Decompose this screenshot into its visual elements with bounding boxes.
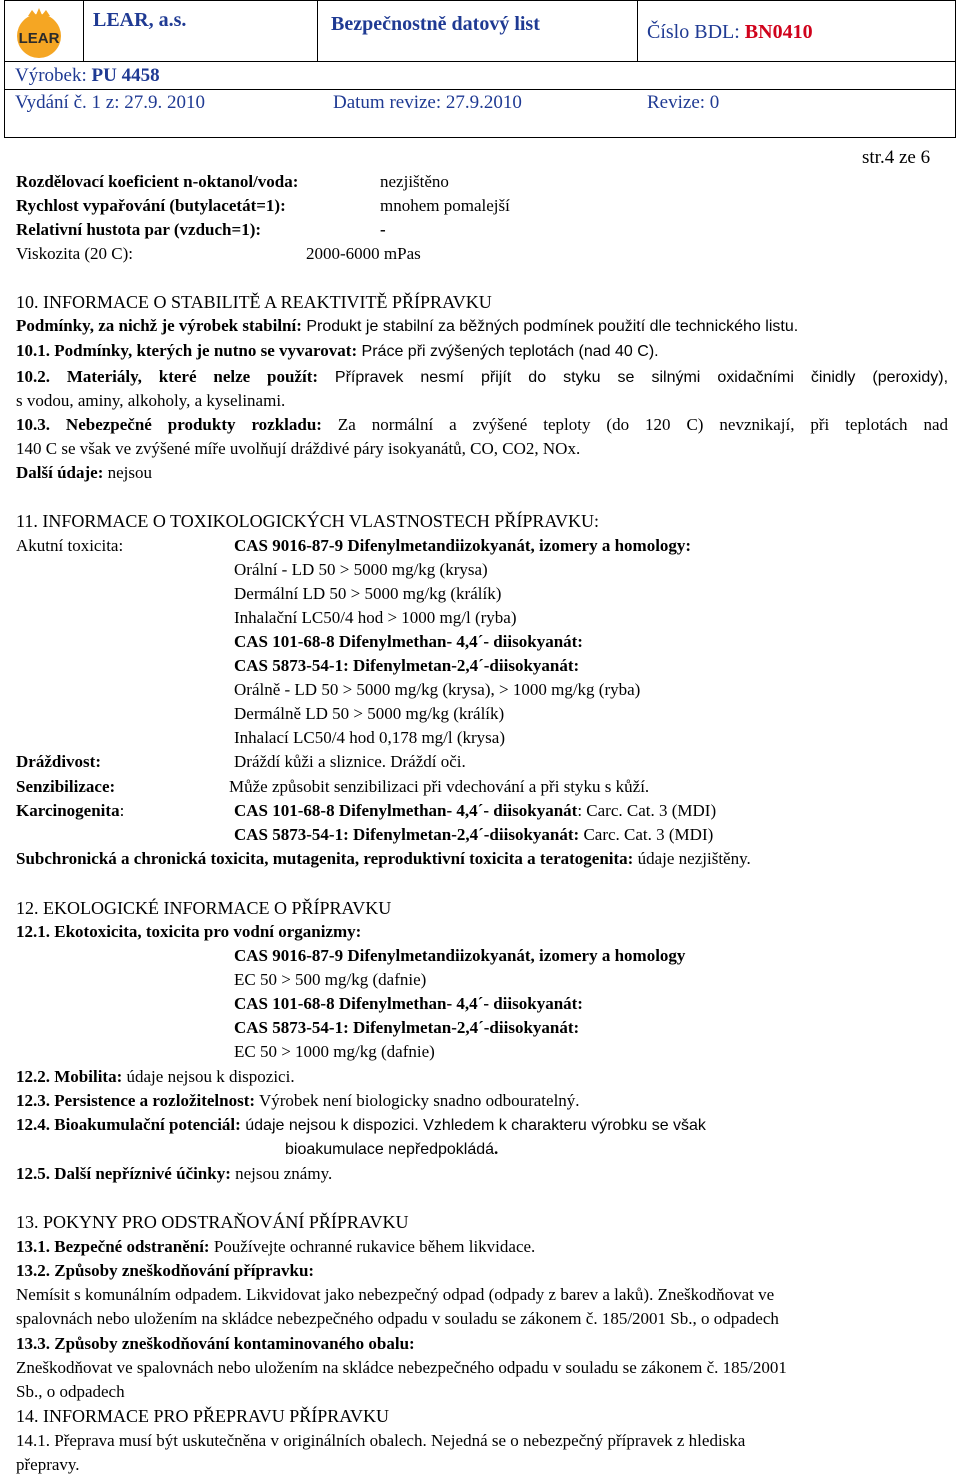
prop-value: nezjištěno [380, 172, 449, 191]
disposal-methods-text: Nemísit s komunálním odpadem. Likvidovat jako nebezpečný odpad (odpady z barev a laků). Zneškodňovat ve [16, 1285, 775, 1304]
safe-disposal-label: 13.1. Bezpečné odstranění: [16, 1237, 210, 1256]
carcinogenicity-label-text: Karcinogenita [16, 801, 120, 820]
document-title: Bezpečnostně datový list [331, 13, 540, 35]
s10-hazards [16, 414, 948, 436]
s10-hazards-label: 10.3. Nebezpečné produkty rozkladu: [16, 415, 322, 434]
bioaccumulation-label: 12.4. Bioakumulační potenciál: [16, 1115, 241, 1134]
issue-date: Vydání č. 1 z: 27.9. 2010 [15, 92, 205, 113]
acute-line: CAS 101-68-8 Difenylmethan- 4,4´- diisokyanát: [234, 632, 583, 651]
bioaccumulation-text: údaje nejsou k dispozici. Vzhledem k charakteru výrobku se však [240, 1117, 706, 1134]
persistence [16, 1090, 580, 1112]
s10-materials-text: Přípravek nesmí přijít do styku se silnými oxidačními činidly (peroxidy), [334, 369, 949, 386]
s10-materials-cont: s vodou, aminy, alkoholy, a kyselinami. [16, 391, 286, 410]
acute-line: Dermální LD 50 > 5000 mg/kg (králík) [234, 584, 502, 603]
revision-number: Revize: 0 [647, 92, 720, 113]
adverse-effects-text: nejsou známy. [230, 1164, 333, 1183]
ecotox-line: EC 50 > 500 mg/kg (dafnie) [234, 970, 427, 989]
packaging-disposal-text: Zneškodňovat ve spalovnách nebo uložením na skládce nebezpečného odpadu v souladu se zákonem č. 185/2001 [16, 1358, 787, 1377]
s10-avoid-text: Práce při zvýšených teplotách (nad 40 C). [357, 343, 659, 360]
header-divider [5, 61, 955, 62]
acute-line: Orální - LD 50 > 5000 mg/kg (krysa) [234, 560, 488, 579]
transport-cont: přepravy. [16, 1455, 80, 1474]
bioaccumulation-cont [285, 1138, 498, 1161]
acute-line: Inhalací LC50/4 hod 0,178 mg/l (krysa) [234, 728, 506, 747]
revision-date: Datum revize: 27.9.2010 [333, 92, 522, 113]
disposal-methods-cont: spalovnách nebo uložením na skládce nebezpečného odpadu v souladu se zákonem č. 185/2001 Sb., o odpadech [16, 1309, 779, 1328]
bioaccumulation-cont-text: bioakumulace nepředpokládá [285, 1141, 495, 1158]
section-12-title: 12. EKOLOGICKÉ INFORMACE O PŘÍPRAVKU [16, 898, 392, 918]
adverse-effects-label: 12.5. Další nepříznivé účinky: [16, 1164, 231, 1183]
s10-hazards-cont: 140 C se však ve zvýšené míře uvolňují dráždivé páry isokyanátů, CO, CO2, NOx. [16, 439, 581, 458]
document-header [4, 0, 956, 138]
persistence-label: 12.3. Persistence a rozložitelnost: [16, 1091, 256, 1110]
acute-toxicity-label: Akutní toxicita: [16, 536, 124, 555]
bdl-number [647, 21, 813, 44]
section-13-title: 13. POKYNY PRO ODSTRAŇOVÁNÍ PŘÍPRAVKU [16, 1212, 409, 1232]
header-divider [317, 1, 318, 61]
company-name: LEAR, a.s. [93, 9, 187, 31]
s10-other-text: nejsou [103, 463, 153, 482]
section-14-title: 14. INFORMACE PRO PŘEPRAVU PŘÍPRAVKU [16, 1406, 389, 1426]
page-number: str.4 ze 6 [862, 147, 931, 168]
prop-label: Rozdělovací koeficient n-oktanol/voda: [16, 172, 299, 191]
prop-value: mnohem pomalejší [380, 196, 510, 215]
product-value: PU 4458 [91, 65, 160, 86]
bdl-label: Číslo BDL: [647, 21, 745, 43]
safe-disposal-text: Používejte ochranné rukavice během likvidace. [209, 1237, 536, 1256]
carcinogenicity-class: : Carc. Cat. 3 (MDI) [577, 801, 717, 820]
sensitization-label: Senzibilizace: [16, 777, 116, 796]
irritation-label: Dráždivost: [16, 752, 101, 771]
subchronic-label: Subchronická a chronická toxicita, mutagenita, reproduktivní toxicita a teratogenita: [16, 849, 634, 868]
carcinogenicity-cas: CAS 5873-54-1: Difenylmetan-2,4´-diisokyanát: [234, 825, 580, 844]
section-11-title: 11. INFORMACE O TOXIKOLOGICKÝCH VLASTNOSTECH PŘÍPRAVKU: [16, 511, 600, 531]
s10-materials-label: 10.2. Materiály, které nelze použít: [16, 367, 319, 386]
acute-line: Inhalační LC50/4 hod > 1000 mg/l (ryba) [234, 608, 517, 627]
irritation-text: Dráždí kůži a sliznice. Dráždí oči. [234, 752, 466, 771]
s10-other-label: Další údaje: [16, 463, 104, 482]
sensitization-text: Může způsobit senzibilizaci při vdechování a při styku s kůží. [229, 777, 650, 796]
mobility [16, 1066, 295, 1088]
product-label: Výrobek: [15, 65, 92, 86]
prop-value: 2000-6000 mPas [306, 244, 421, 263]
disposal-methods-label: 13.2. Způsoby zneškodňování přípravku: [16, 1261, 315, 1280]
s10-other [16, 462, 152, 484]
s10-hazards-text: Za normální a zvýšené teploty (do 120 C) nevznikají, při teplotách nad [337, 415, 948, 434]
subchronic-text: údaje nezjištěny. [633, 849, 751, 868]
carcinogenicity-cas: CAS 101-68-8 Difenylmethan- 4,4´- diisokyanát [234, 801, 578, 820]
bdl-value: BN0410 [744, 21, 813, 43]
packaging-disposal-cont: Sb., o odpadech [16, 1382, 125, 1401]
carcinogenicity-colon: : [119, 801, 125, 820]
persistence-text: Výrobek není biologicky snadno odbouratelný. [255, 1091, 580, 1110]
transport-text: 14.1. Přeprava musí být uskutečněna v originálních obalech. Nejedná se o nebezpečný přípravek z hlediska [16, 1431, 746, 1450]
s10-materials [16, 366, 948, 389]
ecotox-line: CAS 5873-54-1: Difenylmetan-2,4´-diisokyanát: [234, 1018, 580, 1037]
header-divider [83, 1, 84, 61]
header-divider [5, 89, 955, 90]
subchronic-toxicity [16, 848, 751, 870]
section-10-title: 10. INFORMACE O STABILITĚ A REAKTIVITĚ PŘÍPRAVKU [16, 292, 492, 312]
header-divider [637, 1, 638, 61]
ecotox-line: CAS 9016-87-9 Difenylmetandiizokyanát, izomery a homology [234, 946, 686, 965]
product-name [15, 65, 160, 87]
acute-line: Orálně - LD 50 > 5000 mg/kg (krysa), > 1000 mg/kg (ryba) [234, 680, 641, 699]
s10-stability [16, 315, 798, 338]
acute-line: CAS 9016-87-9 Difenylmetandiizokyanát, izomery a homology: [234, 536, 692, 555]
carcinogenicity-label [16, 800, 124, 822]
acute-line: CAS 5873-54-1: Difenylmetan-2,4´-diisokyanát: [234, 656, 580, 675]
prop-value: - [380, 220, 386, 239]
bioaccumulation-dot: . [494, 1139, 499, 1158]
ecotox-label: 12.1. Ekotoxicita, toxicita pro vodní organizmy: [16, 922, 362, 941]
packaging-disposal-label: 13.3. Způsoby zneškodňování kontaminovaného obalu: [16, 1334, 415, 1353]
s10-avoid [16, 340, 659, 363]
ecotox-line: CAS 101-68-8 Difenylmethan- 4,4´- diisokyanát: [234, 994, 583, 1013]
s10-avoid-label: 10.1. Podmínky, kterých je nutno se vyvarovat: [16, 341, 358, 360]
s10-stability-label: Podmínky, za nichž je výrobek stabilní: [16, 316, 302, 335]
company-logo [9, 6, 69, 58]
carcinogenicity-line [234, 824, 713, 846]
mobility-text: údaje nejsou k dispozici. [122, 1067, 295, 1086]
carcinogenicity-class: Carc. Cat. 3 (MDI) [579, 825, 714, 844]
acute-line: Dermálně LD 50 > 5000 mg/kg (králík) [234, 704, 505, 723]
ecotox-line: EC 50 > 1000 mg/kg (dafnie) [234, 1042, 435, 1061]
bioaccumulation [16, 1114, 706, 1137]
logo-text: LEAR [18, 30, 60, 47]
prop-label: Viskozita (20 C): [16, 244, 134, 263]
adverse-effects [16, 1163, 332, 1185]
carcinogenicity-line [234, 800, 716, 822]
prop-label: Relativní hustota par (vzduch=1): [16, 220, 262, 239]
safe-disposal [16, 1236, 535, 1258]
mobility-label: 12.2. Mobilita: [16, 1067, 123, 1086]
prop-label: Rychlost vypařování (butylacetát=1): [16, 196, 286, 215]
s10-stability-text: Produkt je stabilní za běžných podmínek použití dle technického listu. [301, 318, 799, 335]
